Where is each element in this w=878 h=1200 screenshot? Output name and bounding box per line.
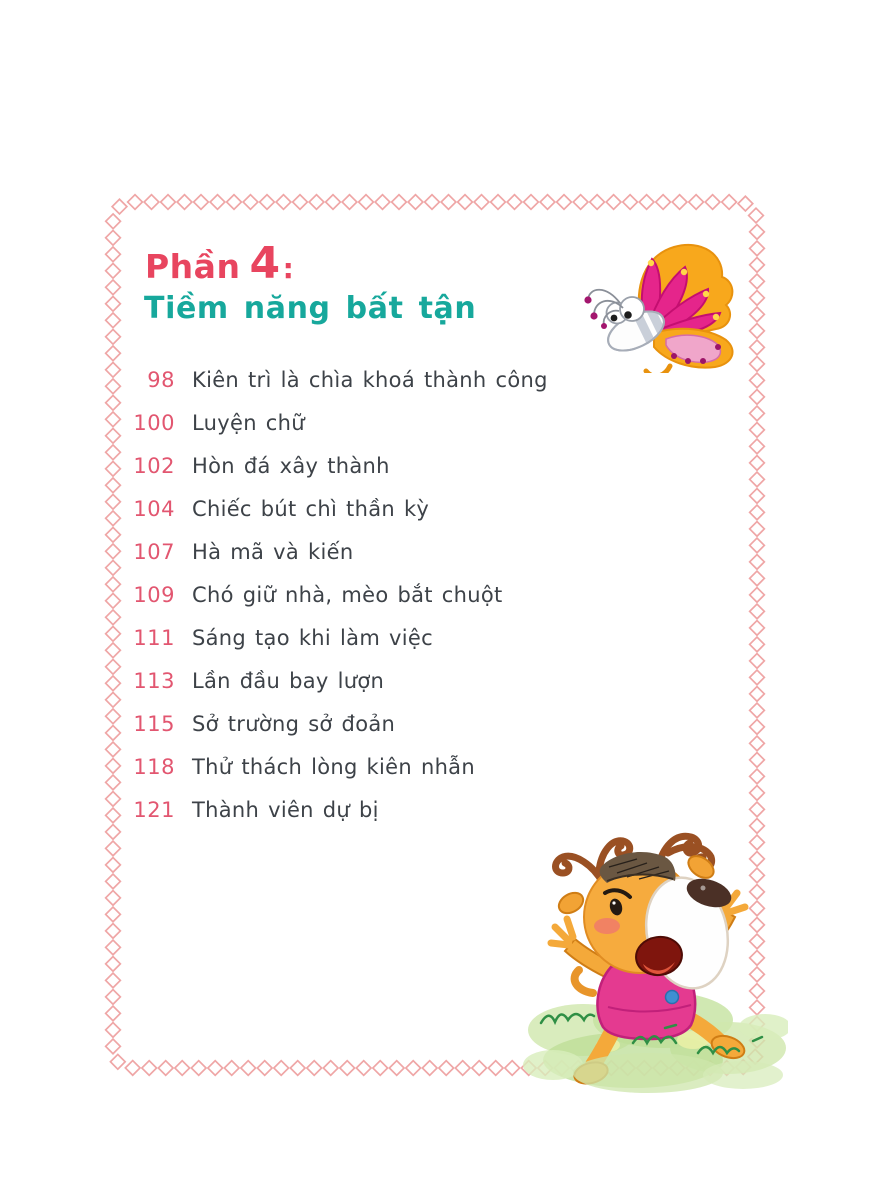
toc-row (130, 573, 610, 616)
fawn-blush (594, 918, 620, 934)
part-number: 4 (249, 238, 281, 289)
toc-entry-title: Thử thách lòng kiên nhẫn (192, 755, 475, 780)
toc-row (130, 530, 610, 573)
toc-row (130, 746, 610, 789)
toc-page-number: 107 (133, 539, 175, 564)
toc-page-number: 109 (133, 583, 175, 608)
part-title: Tiềm năng bất tận (144, 291, 477, 326)
fawn-tail (575, 970, 593, 993)
toc-entry-title: Hòn đá xây thành (192, 453, 390, 478)
toc-page-number: 121 (133, 798, 175, 823)
toc-page-number: 102 (133, 453, 175, 478)
part-label-prefix: Phần (145, 247, 241, 286)
toc-page-number: 118 (133, 755, 175, 780)
toc-entry-title: Thành viên dự bị (192, 798, 379, 823)
toc-page-number: 113 (133, 669, 175, 694)
part-label-colon: : (282, 252, 295, 285)
toc-row (130, 358, 610, 401)
table-of-contents (130, 358, 610, 832)
toc-entry-title: Kiên trì là chìa khoá thành công (192, 367, 548, 392)
toc-row (130, 401, 610, 444)
fawn-ear (555, 889, 587, 918)
toc-row (130, 617, 610, 660)
toc-page-number: 115 (133, 712, 175, 737)
toc-entry-title: Sở trường sở đoản (192, 712, 396, 737)
toc-page-number: 100 (133, 410, 175, 435)
fawn-illustration (513, 815, 788, 1095)
toc-entry-title: Hà mã và kiến (192, 539, 354, 564)
toc-page-number: 104 (133, 496, 175, 521)
toc-row (130, 487, 610, 530)
toc-page-number: 98 (147, 367, 175, 392)
toc-entry-title: Chó giữ nhà, mèo bắt chuột (192, 583, 503, 608)
toc-entry-title: Sáng tạo khi làm việc (192, 626, 433, 651)
overalls-button (666, 991, 679, 1004)
toc-entry-title: Luyện chữ (192, 410, 305, 435)
part-heading (145, 238, 294, 289)
toc-entry-title: Chiếc bút chì thần kỳ (192, 496, 430, 521)
toc-entry-title: Lần đầu bay lượn (192, 669, 385, 694)
toc-row (130, 444, 610, 487)
toc-row (130, 703, 610, 746)
toc-page-number: 111 (133, 626, 175, 651)
toc-row (130, 660, 610, 703)
